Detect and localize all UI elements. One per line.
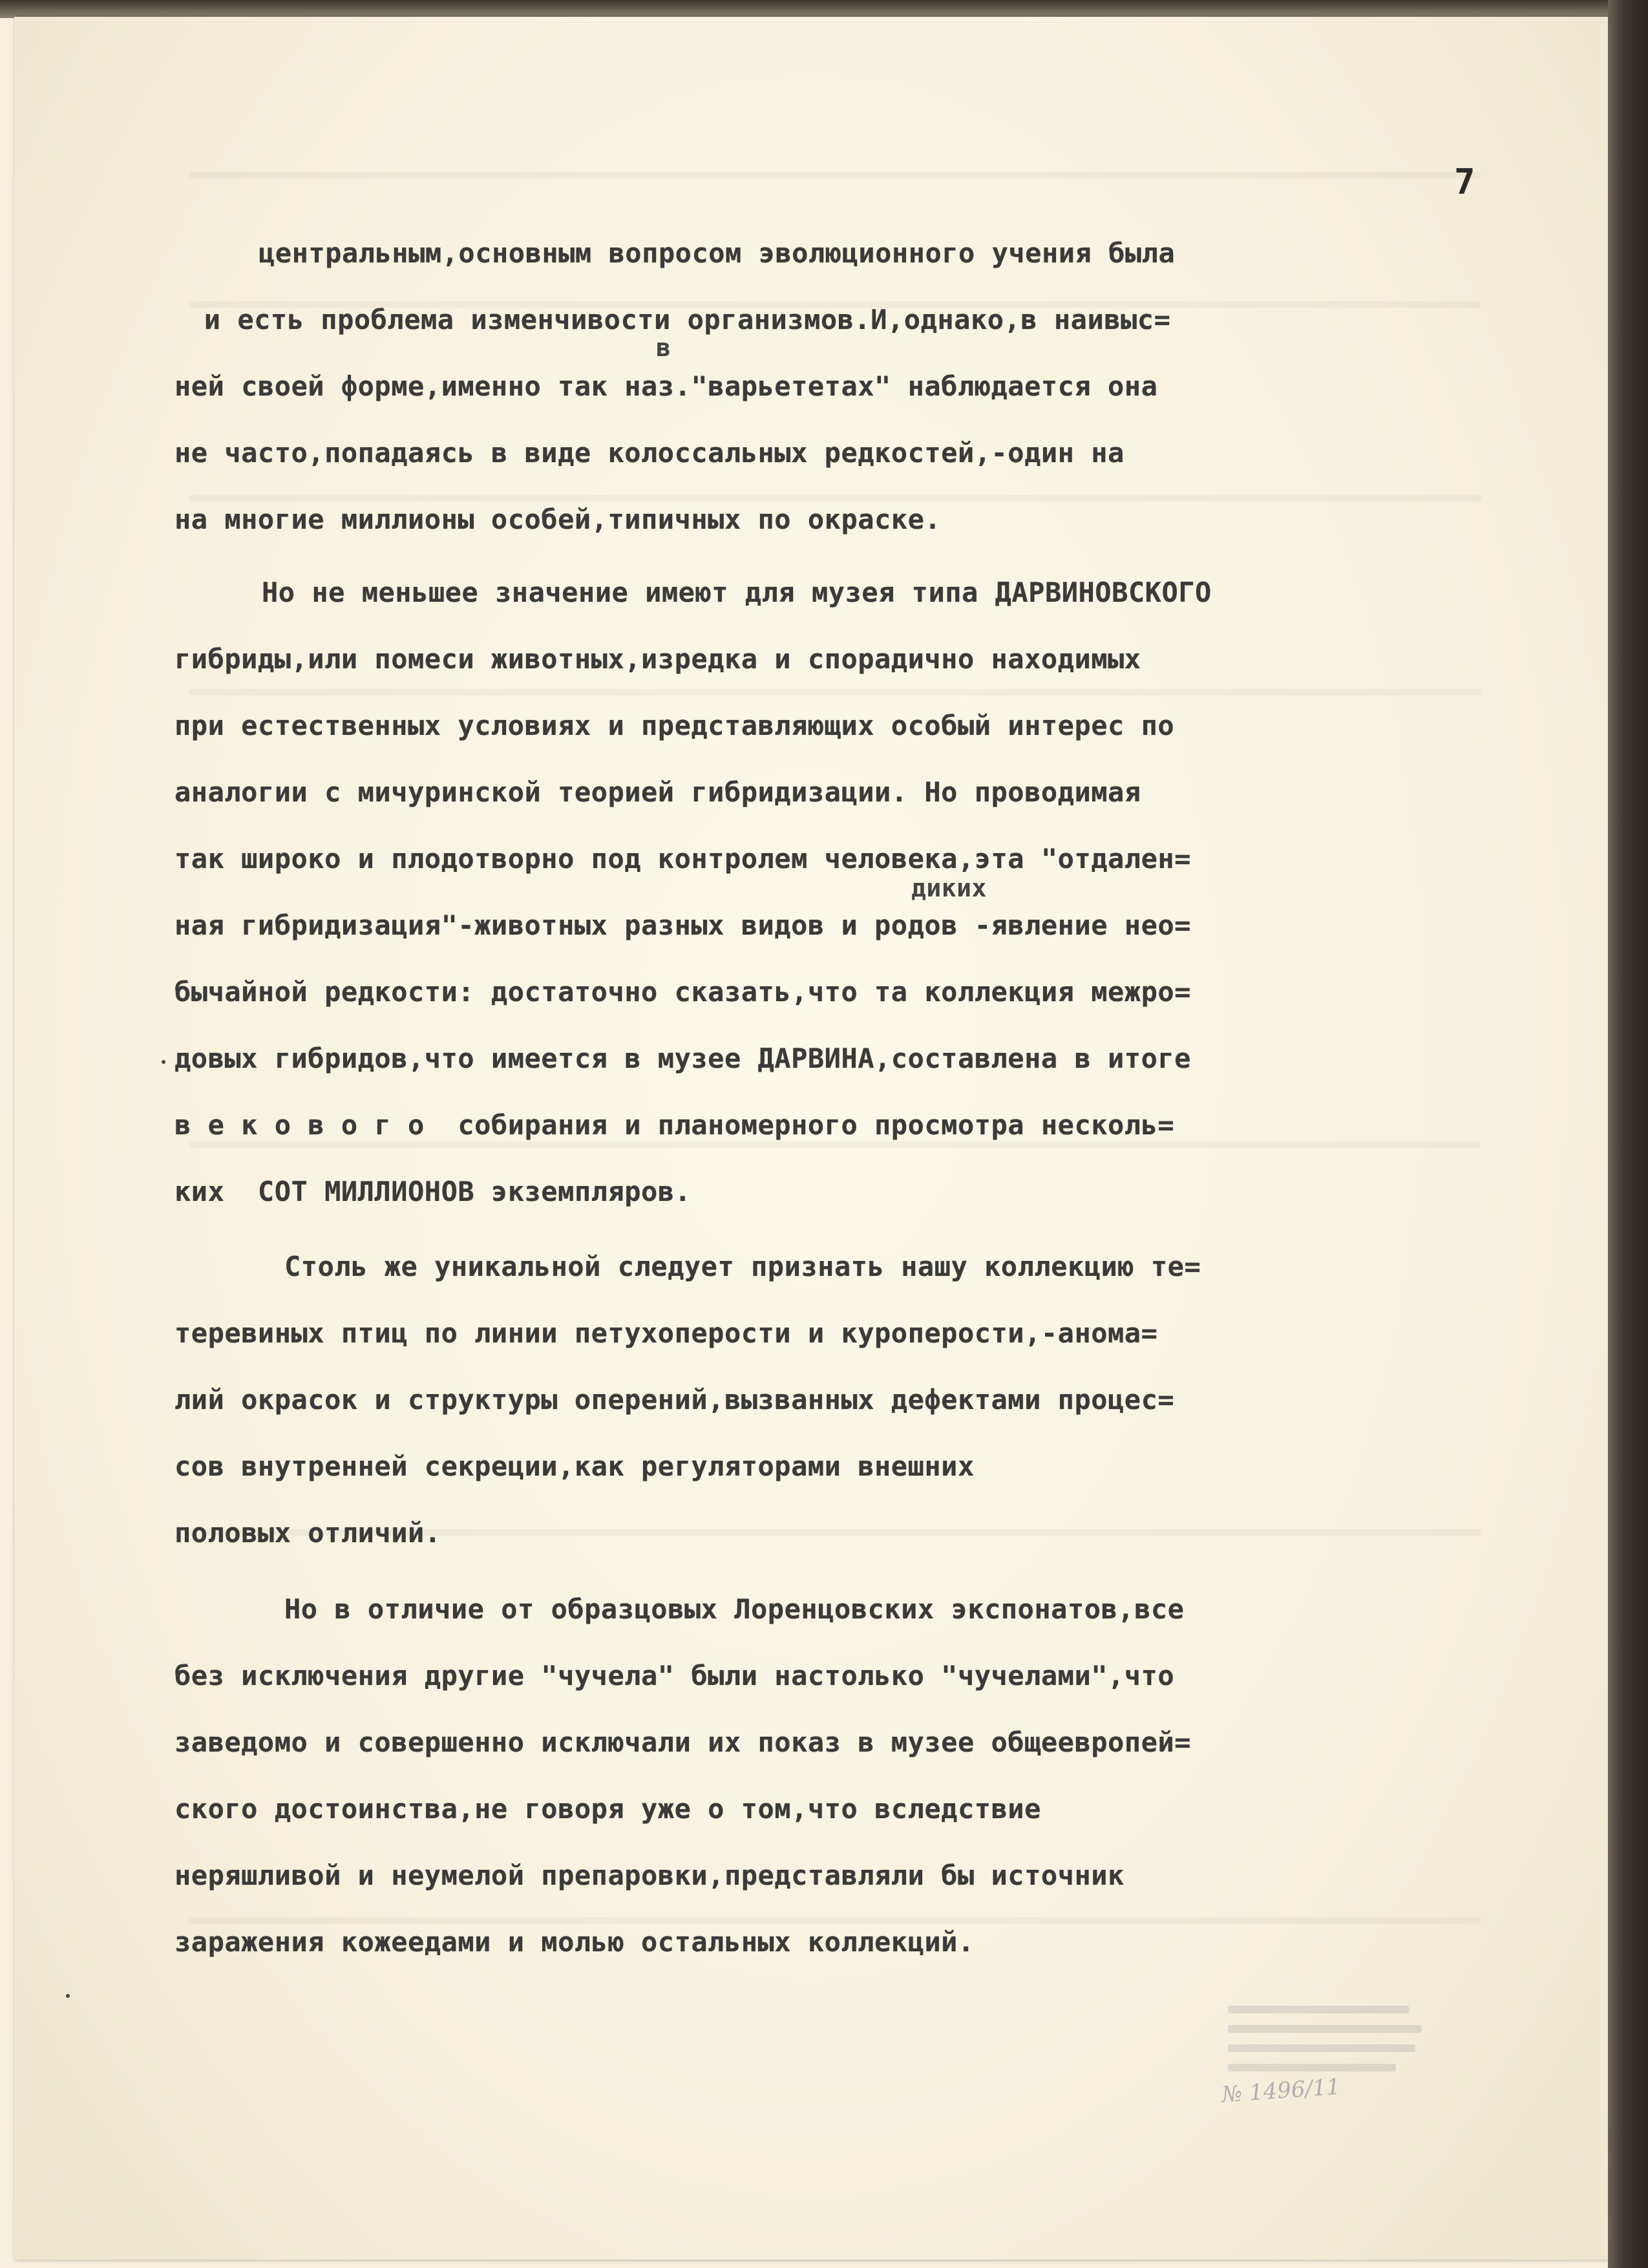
text-line: лий окрасок и структуры оперений,вызванных дефектами процес= <box>174 1384 1175 1415</box>
text-line: ского достоинства,не говоря уже о том,что вследствие <box>174 1793 1041 1825</box>
ink-speck <box>66 1994 70 1998</box>
scanner-edge-top <box>0 0 1648 18</box>
text-line: без исключения другие "чучела" были настолько "чучелами",что <box>174 1660 1175 1691</box>
text-line: центральным,основным вопросом эволюционного учения была <box>259 237 1176 269</box>
handwritten-insertion: в <box>656 334 671 362</box>
page-number: 7 <box>1454 162 1475 202</box>
text-line: так широко и плодотворно под контролем человека,эта "отдален= <box>174 843 1191 874</box>
text-line: довых гибридов,что имеется в музее ДАРВИНА,составлена в итоге <box>174 1043 1191 1074</box>
text-line: в е к о в о г о собирания и планомерного просмотра несколь= <box>174 1109 1175 1141</box>
stamp-line <box>1228 2006 1409 2013</box>
text-line: гибриды,или помеси животных,изредка и спорадично находимых <box>174 643 1141 675</box>
bleed-through-line <box>189 689 1481 695</box>
text-line: заведомо и совершенно исключали их показ в музее общеевропей= <box>174 1726 1191 1758</box>
stamp-line <box>1228 2025 1422 2033</box>
text-line: ких СОТ МИЛЛИОНОВ экземпляров. <box>174 1176 692 1207</box>
text-line: и есть проблема изменчивости организмов.И,однако,в наивыс= <box>187 304 1171 335</box>
text-line: Но не меньшее значение имеют для музея типа ДАРВИНОВСКОГО <box>262 577 1212 608</box>
text-line: неряшливой и неумелой препаровки,представляли бы источник <box>174 1860 1125 1891</box>
text-line: заражения кожеедами и молью остальных коллекций. <box>174 1926 975 1958</box>
text-line: аналогии с мичуринской теорией гибридизации. Но проводимая <box>174 776 1141 808</box>
text-line: сов внутренней секреции,как регуляторами внешних <box>174 1450 975 1482</box>
ink-speck <box>162 1060 165 1064</box>
handwritten-insertion: диких <box>911 874 987 902</box>
text-line: на многие миллионы особей,типичных по окраске. <box>174 503 942 535</box>
scanner-edge-right <box>1608 0 1648 2268</box>
text-line: при естественных условиях и представляющих особый интерес по <box>174 710 1175 741</box>
text-line: ней своей форме,именно так наз."варьететах" наблюдается она <box>174 370 1158 402</box>
text-line: бычайной редкости: достаточно сказать,что та коллекция межро= <box>174 976 1191 1008</box>
text-line: ная гибридизация"-животных разных видов и родов -явление нео= <box>174 909 1191 941</box>
text-line: теревиных птиц по линии петухоперости и куроперости,-анома= <box>174 1317 1158 1349</box>
text-line: Но в отличие от образцовых Лоренцовских экспонатов,все <box>284 1593 1185 1625</box>
stamp-line <box>1228 2064 1396 2072</box>
text-line: половых отличий. <box>174 1517 441 1549</box>
stamp-line <box>1228 2044 1415 2052</box>
text-line: не часто,попадаясь в виде колоссальных редкостей,-один на <box>174 437 1125 469</box>
archive-stamp <box>1183 1994 1441 2123</box>
text-line: Столь же уникальной следует признать нашу коллекцию те= <box>284 1251 1201 1282</box>
bleed-through-line <box>189 172 1481 178</box>
stamp-number: № 1496/11 <box>1220 2073 1342 2108</box>
